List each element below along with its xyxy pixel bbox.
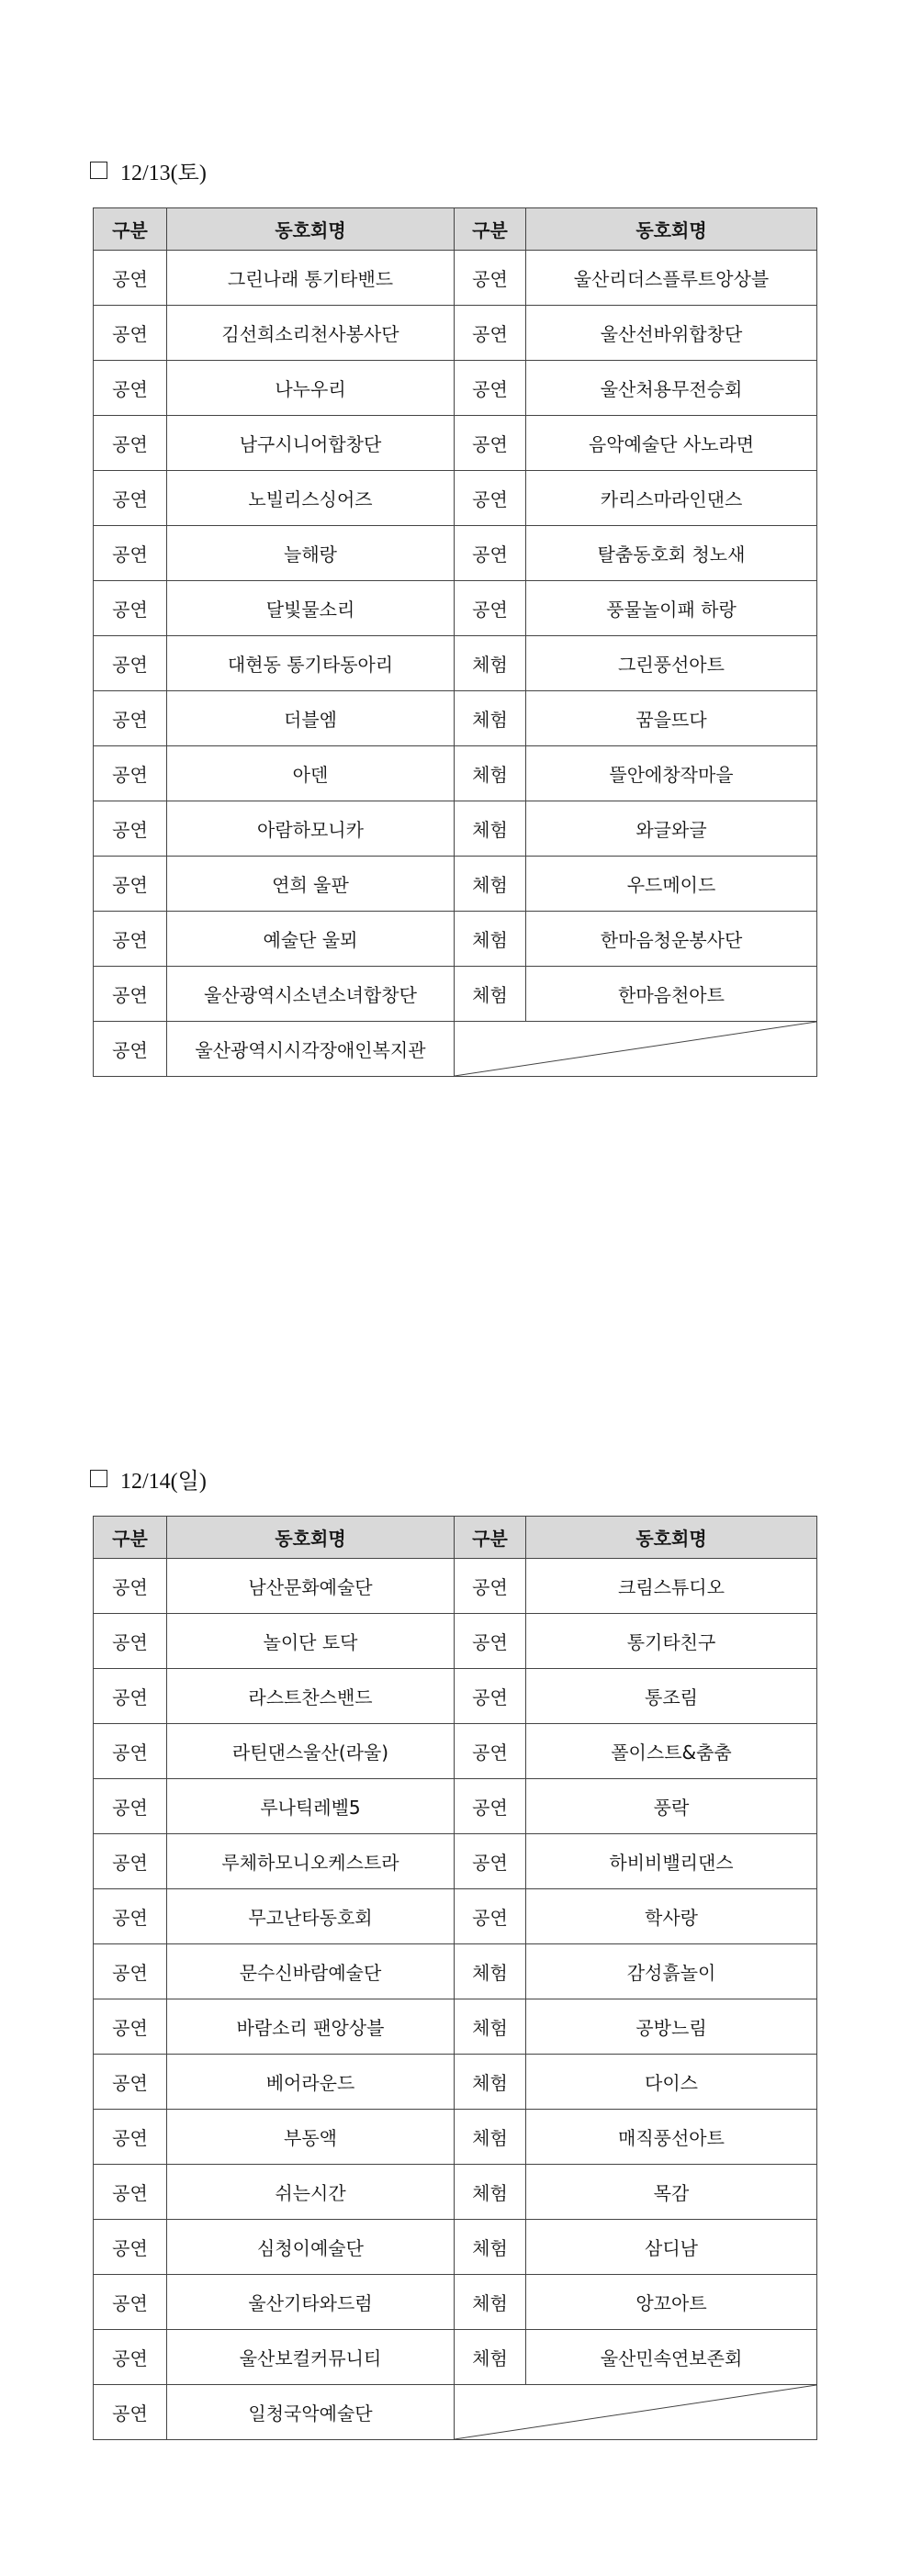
header-category: 구분 — [94, 1517, 167, 1559]
cell-club-name: 대현동 통기타동아리 — [167, 636, 455, 691]
cell-club-name: 더블엠 — [167, 691, 455, 746]
table-row — [94, 1779, 817, 1834]
cell-category: 공연 — [94, 1999, 167, 2055]
cell-category: 공연 — [94, 2385, 167, 2440]
cell-category: 공연 — [455, 416, 526, 471]
table-row — [94, 2275, 817, 2330]
diagonal-line — [455, 1022, 816, 1076]
table-row — [94, 2385, 817, 2440]
cell-club-name: 한마음청운봉사단 — [526, 912, 817, 967]
cell-category: 공연 — [94, 2330, 167, 2385]
header-club-name: 동호회명 — [167, 1517, 455, 1559]
cell-category: 체험 — [455, 1999, 526, 2055]
cell-club-name: 무고난타동호회 — [167, 1889, 455, 1944]
cell-category: 공연 — [94, 2165, 167, 2220]
cell-club-name: 풍물놀이패 하랑 — [526, 581, 817, 636]
cell-category: 공연 — [455, 1779, 526, 1834]
section-date: 12/14(일) — [120, 1470, 207, 1494]
cell-category: 공연 — [94, 1944, 167, 1999]
cell-club-name: 울산선바위합창단 — [526, 306, 817, 361]
cell-club-name: 크림스튜디오 — [526, 1559, 817, 1614]
cell-category: 공연 — [94, 2055, 167, 2110]
cell-club-name: 감성흙놀이 — [526, 1944, 817, 1999]
schedule-table-1213 — [93, 207, 817, 1077]
cell-club-name: 바람소리 팬앙상블 — [167, 1999, 455, 2055]
cell-category: 체험 — [455, 2110, 526, 2165]
cell-club-name: 울산리더스플루트앙상블 — [526, 251, 817, 306]
cell-category: 공연 — [455, 251, 526, 306]
cell-club-name: 연희 울판 — [167, 857, 455, 912]
cell-club-name: 뜰안에창작마을 — [526, 746, 817, 801]
cell-club-name: 학사랑 — [526, 1889, 817, 1944]
cell-club-name: 루나틱레벨5 — [167, 1779, 455, 1834]
cell-category: 공연 — [94, 306, 167, 361]
table-row — [94, 1559, 817, 1614]
cell-club-name: 삼디남 — [526, 2220, 817, 2275]
table-row — [94, 1999, 817, 2055]
cell-category: 공연 — [455, 361, 526, 416]
cell-category: 공연 — [94, 2220, 167, 2275]
cell-club-name: 공방느림 — [526, 1999, 817, 2055]
cell-club-name: 한마음천아트 — [526, 967, 817, 1022]
section-date: 12/13(토) — [120, 162, 207, 185]
cell-club-name: 음악예술단 사노라면 — [526, 416, 817, 471]
header-club-name: 동호회명 — [526, 1517, 817, 1559]
cell-club-name: 탈춤동호회 청노새 — [526, 526, 817, 581]
checkbox-square-icon — [90, 162, 107, 179]
cell-club-name: 울산민속연보존회 — [526, 2330, 817, 2385]
cell-category: 공연 — [94, 1559, 167, 1614]
table-row — [94, 526, 817, 581]
cell-category: 공연 — [94, 526, 167, 581]
cell-club-name: 통조림 — [526, 1669, 817, 1724]
empty-diagonal-cell — [455, 2385, 817, 2440]
table-row — [94, 1834, 817, 1889]
cell-category: 체험 — [455, 1944, 526, 1999]
cell-club-name: 라스트찬스밴드 — [167, 1669, 455, 1724]
cell-category: 공연 — [94, 1889, 167, 1944]
table-row — [94, 581, 817, 636]
table-row — [94, 1889, 817, 1944]
table-row — [94, 967, 817, 1022]
table-row — [94, 691, 817, 746]
cell-club-name: 남구시니어합창단 — [167, 416, 455, 471]
table-row — [94, 2165, 817, 2220]
cell-club-name: 앙꼬아트 — [526, 2275, 817, 2330]
cell-category: 체험 — [455, 2330, 526, 2385]
table-row — [94, 306, 817, 361]
cell-category: 공연 — [94, 746, 167, 801]
cell-category: 공연 — [94, 2275, 167, 2330]
cell-category: 공연 — [455, 1614, 526, 1669]
cell-club-name: 울산광역시시각장애인복지관 — [167, 1022, 455, 1077]
table-row — [94, 2110, 817, 2165]
cell-club-name: 노빌리스싱어즈 — [167, 471, 455, 526]
cell-category: 공연 — [94, 636, 167, 691]
cell-category: 공연 — [94, 416, 167, 471]
cell-club-name: 예술단 울뫼 — [167, 912, 455, 967]
cell-category: 공연 — [94, 1724, 167, 1779]
cell-category: 공연 — [455, 526, 526, 581]
table-row — [94, 746, 817, 801]
cell-club-name: 라틴댄스울산(라울) — [167, 1724, 455, 1779]
cell-category: 공연 — [455, 1559, 526, 1614]
cell-club-name: 울산보컬커뮤니티 — [167, 2330, 455, 2385]
table-row — [94, 1724, 817, 1779]
cell-category: 체험 — [455, 2220, 526, 2275]
cell-category: 체험 — [455, 636, 526, 691]
cell-category: 공연 — [94, 967, 167, 1022]
cell-category: 체험 — [455, 912, 526, 967]
cell-club-name: 부동액 — [167, 2110, 455, 2165]
cell-category: 공연 — [94, 857, 167, 912]
cell-club-name: 아덴 — [167, 746, 455, 801]
cell-club-name: 문수신바람예술단 — [167, 1944, 455, 1999]
cell-club-name: 그린풍선아트 — [526, 636, 817, 691]
section-heading-1214 — [90, 1462, 207, 1495]
empty-diagonal-cell — [455, 1022, 817, 1077]
cell-category: 체험 — [455, 691, 526, 746]
cell-club-name: 김선희소리천사봉사단 — [167, 306, 455, 361]
cell-category: 공연 — [94, 1834, 167, 1889]
table-row — [94, 361, 817, 416]
cell-club-name: 남산문화예술단 — [167, 1559, 455, 1614]
cell-category: 공연 — [94, 361, 167, 416]
table-row — [94, 801, 817, 857]
cell-club-name: 다이스 — [526, 2055, 817, 2110]
cell-club-name: 쉬는시간 — [167, 2165, 455, 2220]
table-row — [94, 471, 817, 526]
cell-club-name: 매직풍선아트 — [526, 2110, 817, 2165]
cell-club-name: 베어라운드 — [167, 2055, 455, 2110]
cell-category: 공연 — [455, 581, 526, 636]
cell-category: 체험 — [455, 2055, 526, 2110]
cell-category: 공연 — [455, 471, 526, 526]
cell-club-name: 나누우리 — [167, 361, 455, 416]
cell-category: 공연 — [94, 471, 167, 526]
table-row — [94, 416, 817, 471]
cell-category: 공연 — [455, 1889, 526, 1944]
cell-category: 공연 — [94, 1779, 167, 1834]
header-category: 구분 — [455, 208, 526, 251]
cell-category: 공연 — [94, 912, 167, 967]
table-row — [94, 636, 817, 691]
cell-club-name: 와글와글 — [526, 801, 817, 857]
cell-club-name: 목감 — [526, 2165, 817, 2220]
cell-club-name: 풍락 — [526, 1779, 817, 1834]
cell-club-name: 늘해랑 — [167, 526, 455, 581]
cell-club-name: 루체하모니오케스트라 — [167, 1834, 455, 1889]
cell-category: 공연 — [455, 1724, 526, 1779]
section-heading-1213 — [90, 154, 207, 186]
cell-category: 공연 — [94, 801, 167, 857]
table-row — [94, 2220, 817, 2275]
cell-category: 공연 — [94, 1022, 167, 1077]
table-row — [94, 857, 817, 912]
table-header-row — [94, 1517, 817, 1559]
cell-category: 공연 — [455, 1669, 526, 1724]
cell-club-name: 울산광역시소년소녀합창단 — [167, 967, 455, 1022]
cell-club-name: 일청국악예술단 — [167, 2385, 455, 2440]
cell-category: 체험 — [455, 801, 526, 857]
table-row — [94, 1022, 817, 1077]
cell-club-name: 울산기타와드럼 — [167, 2275, 455, 2330]
table-row — [94, 2330, 817, 2385]
schedule-table-1214 — [93, 1516, 817, 2440]
cell-club-name: 아람하모니카 — [167, 801, 455, 857]
cell-category: 체험 — [455, 2275, 526, 2330]
header-club-name: 동호회명 — [167, 208, 455, 251]
cell-category: 공연 — [94, 581, 167, 636]
cell-club-name: 꿈을뜨다 — [526, 691, 817, 746]
cell-club-name: 카리스마라인댄스 — [526, 471, 817, 526]
table-row — [94, 251, 817, 306]
cell-category: 체험 — [455, 857, 526, 912]
cell-category: 공연 — [94, 1669, 167, 1724]
cell-category: 체험 — [455, 746, 526, 801]
cell-club-name: 울산처용무전승회 — [526, 361, 817, 416]
cell-category: 체험 — [455, 2165, 526, 2220]
cell-club-name: 달빛물소리 — [167, 581, 455, 636]
cell-category: 공연 — [455, 306, 526, 361]
table-row — [94, 2055, 817, 2110]
cell-category: 체험 — [455, 967, 526, 1022]
cell-club-name: 그린나래 통기타밴드 — [167, 251, 455, 306]
cell-category: 공연 — [94, 1614, 167, 1669]
cell-club-name: 심청이예술단 — [167, 2220, 455, 2275]
checkbox-square-icon — [90, 1470, 107, 1487]
cell-category: 공연 — [94, 691, 167, 746]
cell-club-name: 폴이스트&춤춤 — [526, 1724, 817, 1779]
table-row — [94, 1669, 817, 1724]
header-category: 구분 — [455, 1517, 526, 1559]
table-row — [94, 1944, 817, 1999]
cell-category: 공연 — [455, 1834, 526, 1889]
header-category: 구분 — [94, 208, 167, 251]
diagonal-line — [455, 2385, 816, 2439]
cell-category: 공연 — [94, 2110, 167, 2165]
table-row — [94, 912, 817, 967]
table-row — [94, 1614, 817, 1669]
cell-club-name: 우드메이드 — [526, 857, 817, 912]
cell-club-name: 하비비밸리댄스 — [526, 1834, 817, 1889]
cell-club-name: 통기타친구 — [526, 1614, 817, 1669]
cell-club-name: 놀이단 토닥 — [167, 1614, 455, 1669]
header-club-name: 동호회명 — [526, 208, 817, 251]
table-header-row — [94, 208, 817, 251]
cell-category: 공연 — [94, 251, 167, 306]
